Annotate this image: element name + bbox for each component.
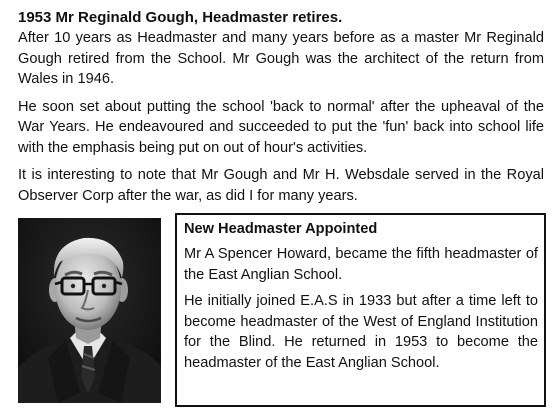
box-paragraph-1: Mr A Spencer Howard, became the fifth headmaster of the East Anglian School.	[184, 246, 538, 283]
new-headmaster-box	[175, 213, 546, 407]
box-paragraph-2: He initially joined E.A.S in 1933 but after a time left to become headmaster of the West of England Institution for the Blind. He returned in 1953 to become the headmaster of the East Anglian School.	[184, 293, 538, 371]
article-title: 1953 Mr Reginald Gough, Headmaster retires.	[18, 9, 343, 26]
article-paragraph-2: He soon set about putting the school 'back to normal' after the upheaval of the War Years. He endeavoured and succeeded to put the 'fun' back into school life with the emphasis being put on out of hour's activities.	[18, 98, 544, 156]
article	[18, 8, 544, 213]
portrait-photo	[18, 218, 161, 403]
article-paragraph-1: After 10 years as Headmaster and many years before as a master Mr Reginald Gough retired from the School. Mr Gough was the architect of the return from Wales in 1946.	[18, 30, 544, 87]
portrait-image	[18, 218, 161, 403]
box-title: New Headmaster Appointed	[184, 221, 378, 237]
article-paragraph-3: It is interesting to note that Mr Gough and Mr H. Websdale served in the Royal Observer Corp after the war, as did I for many years.	[18, 167, 544, 204]
